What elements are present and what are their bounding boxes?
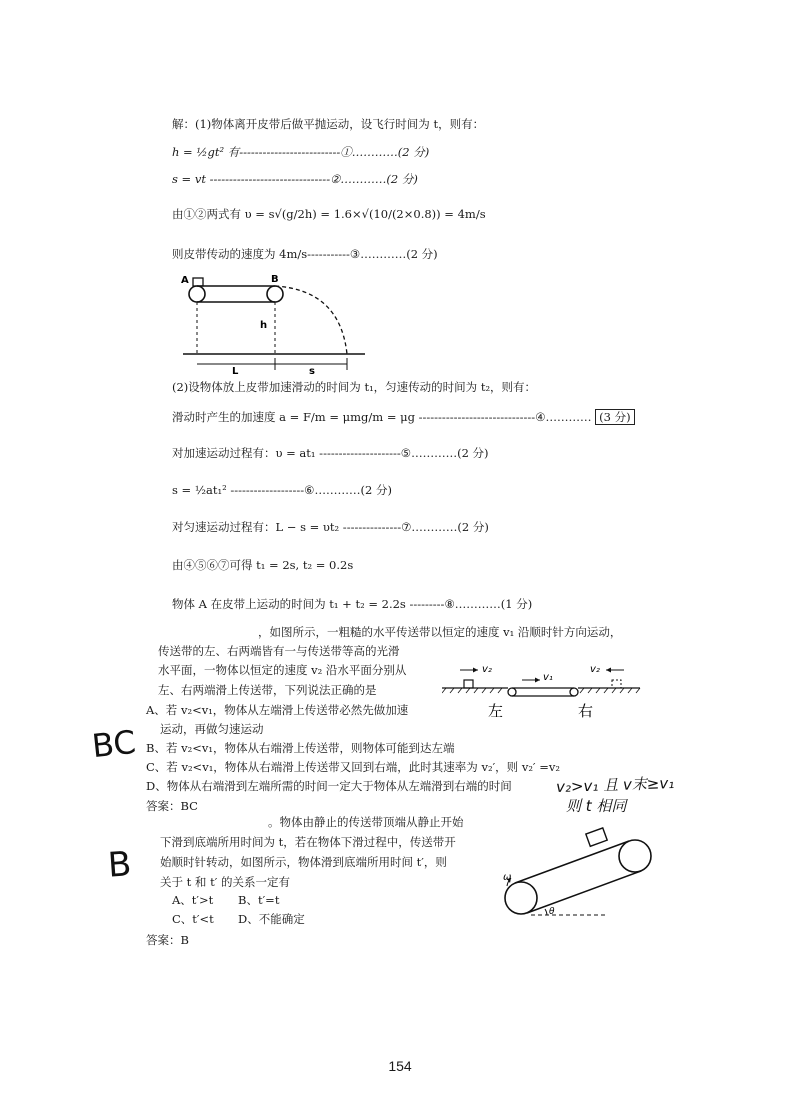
q1-option-c: C、若 v₂<v₁，物体从右端滑上传送带又回到右端，此时其速率为 v₂′，则 v₂′ =v₂ — [146, 760, 560, 774]
solution-line-9: s = ½at₁² -------------------⑥…………(2 分) — [172, 483, 392, 497]
left-block — [464, 680, 473, 688]
q1-option-b: B、若 v₂<v₁，物体从右端滑上传送带，则物体可能到达左端 — [146, 741, 455, 755]
label-v2-right: v₂ — [590, 664, 600, 675]
inclined-conveyor-figure — [495, 820, 665, 925]
solution-line-1: 解：(1)物体离开皮带后做平抛运动，设飞行时间为 t，则有： — [172, 117, 485, 131]
horizontal-conveyor-figure — [442, 660, 642, 722]
q2-stem-4: 关于 t 和 t′ 的关系一定有 — [160, 875, 290, 889]
q1-answer: 答案：BC — [146, 799, 198, 813]
q1-option-a-1: A、若 v₂<v₁，物体从左端滑上传送带必然先做加速 — [146, 703, 409, 717]
solution-line-3: s = vt -------------------------------②…………(2 分) — [172, 172, 418, 186]
q1-stem-3: 水平面，一物体以恒定的速度 v₂ 沿水平面分别从 — [158, 663, 407, 677]
q1-option-d: D、物体从右端滑到左端所需的时间一定大于物体从左端滑到右端的时间 — [146, 779, 512, 793]
label-omega: ω — [503, 872, 512, 883]
solution-line-7 — [172, 410, 635, 425]
bottom-pulley — [505, 882, 537, 914]
label-l: L — [232, 366, 239, 377]
q2-stem-2: 下滑到底端所用时间为 t，若在物体下滑过程中，传送带开 — [160, 835, 456, 849]
q1-stem-4: 左、右两端滑上传送带，下列说法正确的是 — [158, 683, 377, 697]
q1-option-a-2: 运动，再做匀速运动 — [160, 722, 264, 736]
belt-projectile-figure — [175, 272, 375, 377]
q2-answer: 答案：B — [146, 933, 189, 947]
q2-stem-1: 。物体由静止的传送带顶端从静止开始 — [268, 815, 464, 829]
label-s: s — [309, 366, 315, 377]
trajectory-curve — [275, 286, 347, 354]
q2-option-a: A、t′>t — [172, 893, 214, 907]
label-theta: θ — [549, 907, 555, 917]
solution-line-8: 对加速运动过程有：υ = at₁ ---------------------⑤…………(2 分) — [172, 446, 489, 460]
solution-line-6: (2)设物体放上皮带加速滑动的时间为 t₁，匀速传动的时间为 t₂，则有： — [172, 380, 537, 394]
right-pulley — [267, 286, 283, 302]
label-h: h — [260, 320, 268, 331]
label-left: 左 — [488, 702, 504, 720]
q1-stem-1: ，如图所示，一粗糙的水平传送带以恒定的速度 v₁ 沿顺时针方向运动， — [258, 625, 622, 639]
q2-option-c: C、t′<t — [172, 912, 214, 926]
handwritten-answer-b: B — [106, 844, 133, 886]
solution-line-12: 物体 A 在皮带上运动的时间为 t₁ + t₂ = 2.2s ---------⑧…………(1 分) — [172, 597, 533, 611]
block-a — [193, 278, 203, 286]
acceleration-formula: 滑动时产生的加速度 a = F/m = μmg/m = μg ------------------------------④………… — [172, 410, 592, 424]
solution-line-10: 对匀速运动过程有：L − s = υt₂ ---------------⑦…………(2 分) — [172, 520, 489, 534]
label-v2-left: v₂ — [482, 664, 492, 675]
solution-line-4: 由①②两式有 υ = s√(g/2h) = 1.6×√(10/(2×0.8)) = 4m/s — [172, 207, 486, 221]
solution-line-2: h = ½gt² 有--------------------------①…………(2 分) — [172, 145, 430, 159]
solution-line-5: 则皮带传动的速度为 4m/s-----------③…………(2 分) — [172, 247, 438, 261]
q1-stem-2: 传送带的左、右两端皆有一与传送带等高的光滑 — [158, 644, 400, 658]
q2-option-d: D、不能确定 — [238, 912, 305, 926]
label-right: 右 — [578, 702, 594, 720]
label-a: A — [181, 275, 189, 286]
left-pulley — [189, 286, 205, 302]
score-box: (3 分) — [595, 409, 634, 425]
page-number: 154 — [388, 1058, 412, 1074]
top-pulley — [619, 840, 651, 872]
q2-stem-3: 始顺时针转动，如图所示，物体滑到底端所用时间 t′，则 — [160, 855, 447, 869]
right-block — [612, 680, 621, 688]
q2-option-b: B、t′=t — [238, 893, 280, 907]
sliding-block — [586, 828, 607, 846]
handwritten-answer-bc: BC — [90, 722, 138, 766]
label-v1: v₁ — [543, 672, 553, 683]
label-b: B — [271, 274, 279, 285]
solution-line-11: 由④⑤⑥⑦可得 t₁ = 2s, t₂ = 0.2s — [172, 558, 354, 572]
handwritten-note-2: 则 t 相同 — [566, 797, 627, 815]
handwritten-note-1: v₂>v₁ 且 v末≥v₁ — [555, 773, 675, 797]
